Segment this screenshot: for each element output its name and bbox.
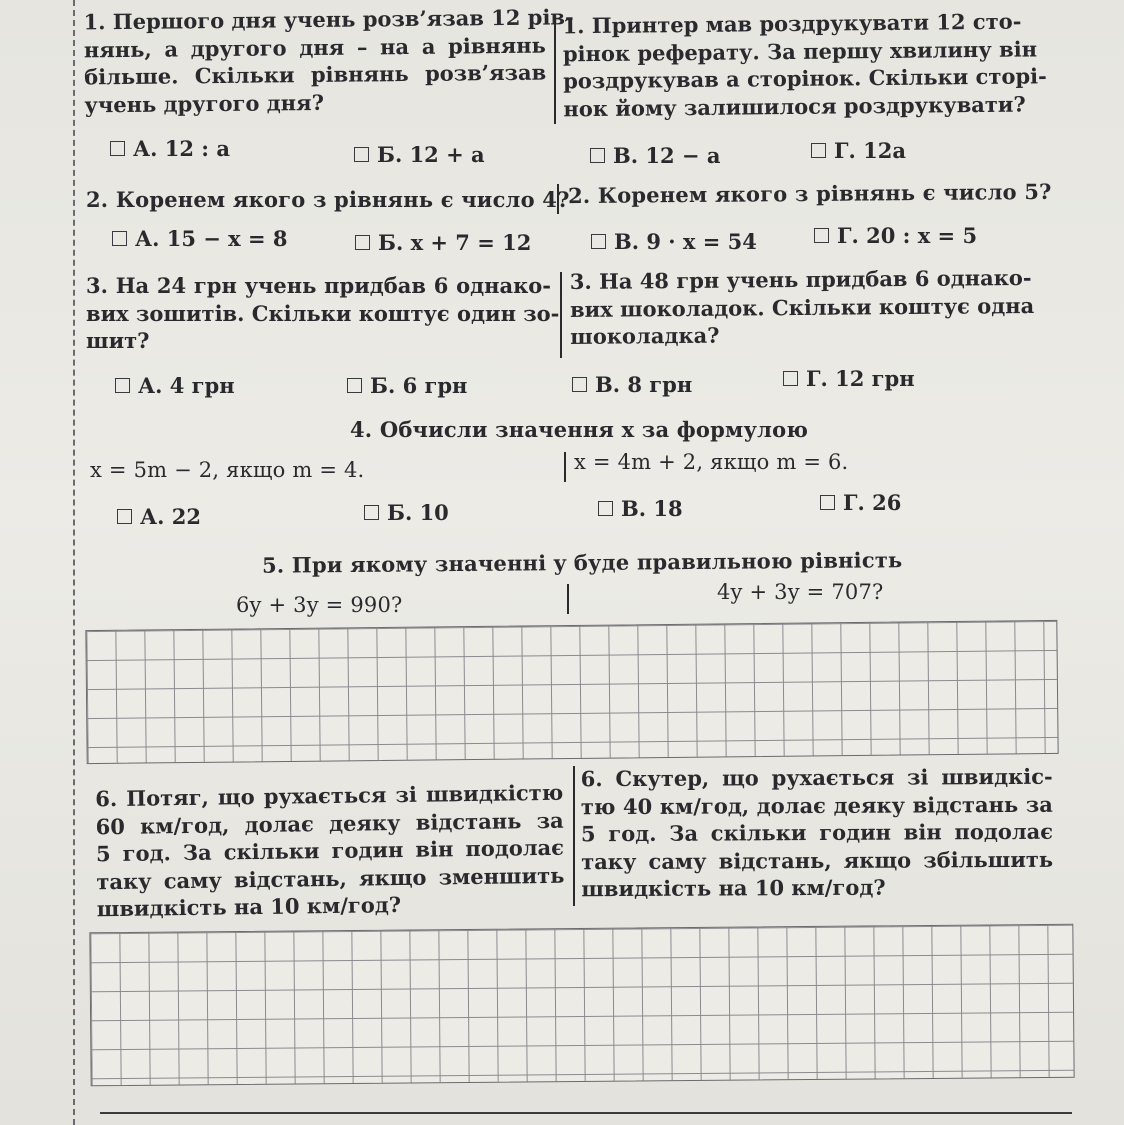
q2-right-text: 2. Коренем якого з рівнянь є число 5?	[567, 178, 1052, 209]
q6-left-line-2: 60 км/год, долає деяку відстань за	[95, 807, 564, 839]
q4-option-a[interactable]	[117, 504, 201, 529]
checkbox[interactable]	[364, 505, 379, 520]
checkbox[interactable]	[347, 378, 362, 393]
checkbox[interactable]	[598, 501, 613, 516]
q6-right-line-3: 5 год. За скільки годин він подолає	[580, 818, 1054, 847]
q3-option-c-label: В. 8 грн	[595, 372, 693, 397]
checkbox[interactable]	[110, 141, 125, 156]
q2-option-c-label: В. 9 · x = 54	[614, 229, 757, 254]
q1-left-line-1: 1. Першого дня учень розв’язав 12 рів-	[83, 4, 574, 35]
q2-option-c[interactable]	[591, 229, 757, 254]
q6-divider	[573, 766, 575, 906]
q3-right-text	[569, 264, 1035, 350]
q3-right-line-3: шоколадка?	[570, 322, 720, 349]
q2-divider	[557, 184, 559, 214]
q4-option-a-label: А. 22	[140, 504, 201, 529]
q1-option-a[interactable]	[110, 136, 230, 161]
dashed-cut-line	[73, 0, 75, 1125]
q1-option-d-label: Г. 12a	[834, 138, 906, 163]
q3-right-line-1: 3. На 48 грн учень придбав 6 однако-	[569, 264, 1032, 294]
q4-option-d-label: Г. 26	[843, 490, 902, 515]
checkbox[interactable]	[591, 234, 606, 249]
q6-right-line-1: 6. Скутер, що рухається зі швидкіс-	[580, 763, 1053, 792]
q2-option-a-label: А. 15 − x = 8	[135, 226, 288, 251]
checkbox[interactable]	[117, 509, 132, 524]
q1-left-line-4: учень другого дня?	[84, 89, 325, 117]
q4-option-b-label: Б. 10	[387, 500, 449, 525]
q4-option-c[interactable]	[598, 496, 683, 521]
q5-right-equation: 4y + 3y = 707?	[717, 580, 884, 604]
checkbox[interactable]	[354, 147, 369, 162]
q5-left-equation: 6y + 3y = 990?	[236, 593, 403, 617]
q4-option-c-label: В. 18	[621, 496, 683, 521]
checkbox[interactable]	[783, 371, 798, 386]
q6-left-text	[95, 779, 565, 923]
checkbox[interactable]	[115, 378, 130, 393]
bottom-rule	[100, 1112, 1072, 1114]
q1-right-text	[562, 8, 1047, 123]
q1-left-line-3: більше. Скільки рівнянь розв’язав	[84, 59, 547, 90]
q3-left-line-3: шит?	[86, 328, 150, 353]
q2-option-b[interactable]	[355, 230, 531, 255]
q1-left-line-2: нянь, а другого дня – на a рівнянь	[83, 32, 546, 62]
q3-option-d-label: Г. 12 грн	[806, 366, 915, 391]
q1-right-line-3: роздрукував a сторінок. Скільки сторі-	[563, 63, 1047, 94]
q3-option-a-label: А. 4 грн	[138, 373, 235, 398]
q3-right-line-2: вих шоколадок. Скільки коштує одна	[569, 292, 1035, 322]
q6-left-line-4: таку саму відстань, якщо зменшить	[96, 862, 565, 894]
q1-option-b[interactable]	[354, 142, 485, 167]
q2-option-a[interactable]	[112, 226, 288, 251]
q6-answer-grid[interactable]	[89, 924, 1074, 1087]
q5-answer-grid[interactable]	[85, 620, 1058, 764]
q4-title: 4. Обчисли значення x за формулою	[350, 417, 809, 442]
checkbox[interactable]	[590, 148, 605, 163]
q1-right-line-4: нок йому залишилося роздрукувати?	[563, 91, 1026, 121]
q6-right-line-2: тю 40 км/год, долає деяку відстань за	[580, 791, 1053, 819]
q1-option-b-label: Б. 12 + a	[377, 142, 485, 167]
q3-option-d[interactable]	[783, 366, 915, 391]
q4-right-formula: x = 4m + 2, якщо m = 6.	[574, 450, 849, 474]
q3-divider	[560, 272, 562, 358]
q6-right-line-4: таку саму відстань, якщо збільшить	[581, 846, 1054, 874]
q1-option-d[interactable]	[811, 138, 906, 163]
q1-left-text	[83, 4, 574, 119]
q3-option-b[interactable]	[347, 373, 467, 398]
q6-left-line-1: 6. Потяг, що рухається зі швидкістю	[95, 779, 564, 812]
q5-title: 5. При якому значенні y буде правильною рівність	[261, 547, 903, 578]
q1-option-c[interactable]	[590, 143, 720, 168]
q5-divider	[567, 584, 569, 614]
q6-right-line-5: швидкість на 10 км/год?	[581, 874, 886, 902]
q3-option-a[interactable]	[115, 373, 235, 398]
q4-divider	[564, 452, 566, 482]
q4-option-b[interactable]	[364, 500, 449, 525]
q3-option-b-label: Б. 6 грн	[370, 373, 468, 398]
q3-left-line-2: вих зошитів. Скільки коштує один зо-	[86, 300, 560, 326]
q6-left-line-5: швидкість на 10 км/год?	[96, 892, 402, 922]
checkbox[interactable]	[814, 228, 829, 243]
checkbox[interactable]	[355, 235, 370, 250]
q1-option-a-label: А. 12 : a	[133, 136, 230, 161]
q3-left-text	[86, 272, 560, 355]
q1-right-line-2: рінок реферату. За першу хвилину він	[562, 35, 1038, 66]
q6-left-line-3: 5 год. За скільки годин він подолає	[95, 834, 565, 867]
checkbox[interactable]	[112, 231, 127, 246]
q2-left-text: 2. Коренем якого з рівнянь є число 4?	[86, 187, 570, 212]
q1-option-c-label: В. 12 − a	[613, 143, 721, 168]
q4-option-d[interactable]	[820, 490, 901, 515]
q2-option-b-label: Б. x + 7 = 12	[378, 230, 532, 255]
q3-option-c[interactable]	[572, 372, 692, 397]
q1-divider	[554, 14, 556, 124]
q2-option-d[interactable]	[814, 223, 977, 248]
q1-right-line-1: 1. Принтер мав роздрукувати 12 сто-	[562, 8, 1022, 39]
q6-right-text	[581, 763, 1054, 903]
q4-left-formula: x = 5m − 2, якщо m = 4.	[90, 458, 365, 482]
checkbox[interactable]	[811, 143, 826, 158]
q2-option-d-label: Г. 20 : x = 5	[837, 223, 978, 248]
q3-left-line-1: 3. На 24 грн учень придбав 6 однако-	[86, 273, 551, 298]
checkbox[interactable]	[820, 495, 835, 510]
checkbox[interactable]	[572, 377, 587, 392]
